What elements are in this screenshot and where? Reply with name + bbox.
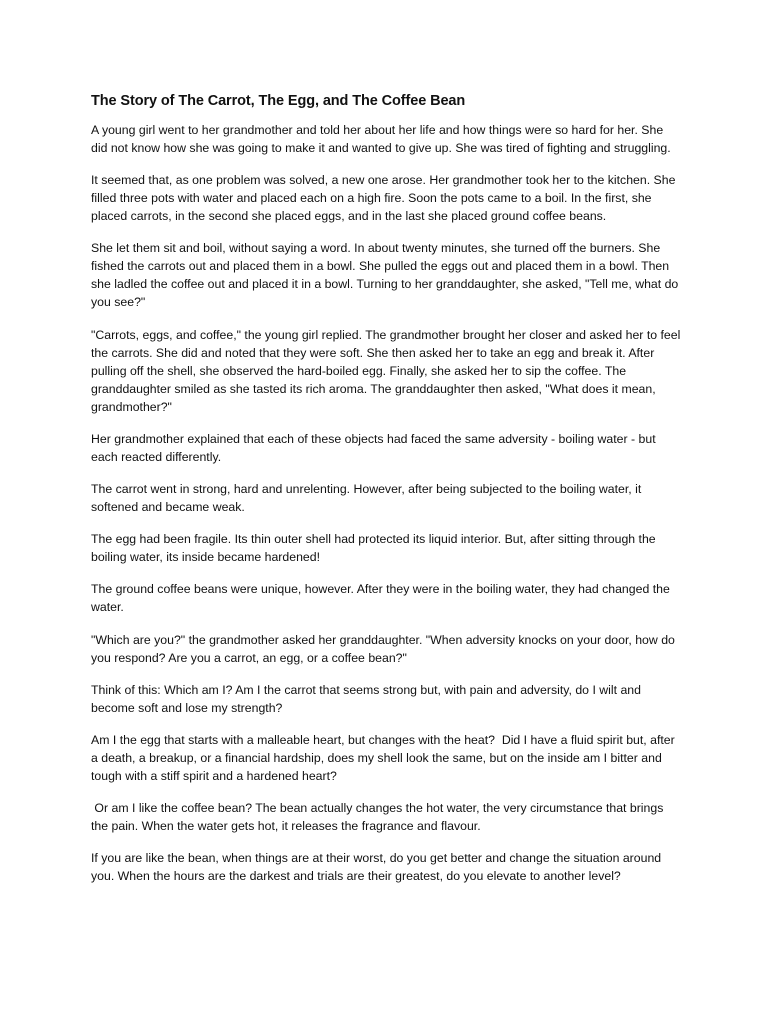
paragraph-1: A young girl went to her grandmother and told her about her life and how things were so hard for her. She did not know how she was going to make it and wanted to give up. She was tired of fighting and struggling. bbox=[91, 123, 671, 155]
paragraph-5: Her grandmother explained that each of these objects had faced the same adversity - boiling water - but each reacted differently. bbox=[91, 431, 660, 464]
paragraph-4: "Carrots, eggs, and coffee," the young girl replied. The grandmother brought her closer and asked her to feel the carrots. She did and noted that they were soft. She then asked her to take an egg and break it. After pulling off the shell, she observed the hard-boiled egg. Finally, she asked her to sip the coffee. The granddaughter smiled as she tasted its rich aroma. The granddaughter then asked, "What does it mean, grandmother?" bbox=[91, 327, 684, 414]
document-body bbox=[91, 92, 684, 899]
paragraph-13: If you are like the bean, when things are at their worst, do you get better and change the situation around you. When the hours are the darkest and trials are their greatest, do you elevate to another level? bbox=[91, 851, 665, 884]
paragraph-8: The ground coffee beans were unique, however. After they were in the boiling water, they had changed the water. bbox=[91, 582, 674, 615]
paragraph-9: "Which are you?" the grandmother asked her granddaughter. "When adversity knocks on your door, how do you respond? Are you a carrot, an egg, or a coffee bean?" bbox=[91, 632, 679, 665]
paragraph-12: Or am I like the coffee bean? The bean actually changes the hot water, the very circumstance that brings the pain. When the water gets hot, it releases the fragrance and flavour. bbox=[91, 801, 667, 834]
paragraph-10: Think of this: Which am I? Am I the carrot that seems strong but, with pain and adversity, do I wilt and become soft and lose my strength? bbox=[91, 682, 645, 715]
paragraph-3: She let them sit and boil, without saying a word. In about twenty minutes, she turned off the burners. She fished the carrots out and placed them in a bowl. She pulled the eggs out and placed them in a bowl. Then she ladled the coffee out and placed it in a bowl. Turning to her granddaughter, she asked, "Tell me, what do you see?" bbox=[91, 241, 682, 310]
paragraph-6: The carrot went in strong, hard and unrelenting. However, after being subjected to the boiling water, it softened and became weak. bbox=[91, 481, 645, 514]
paragraph-7: The egg had been fragile. Its thin outer shell had protected its liquid interior. But, after sitting through the boiling water, its inside became hardened! bbox=[91, 532, 660, 565]
document-title: The Story of The Carrot, The Egg, and The Coffee Bean bbox=[91, 93, 466, 109]
paragraph-2: It seemed that, as one problem was solved, a new one arose. Her grandmother took her to the kitchen. She filled three pots with water and placed each on a high fire. Soon the pots came to a boil. In the first, she placed carrots, in the second she placed eggs, and in the last she placed ground coffee beans. bbox=[91, 173, 679, 224]
paragraph-11: Am I the egg that starts with a malleable heart, but changes with the heat? Did I have a fluid spirit but, after a death, a breakup, or a financial hardship, does my shell look the same, but on the inside am I bitter and tough with a stiff spirit and a hardened heart? bbox=[91, 732, 679, 783]
